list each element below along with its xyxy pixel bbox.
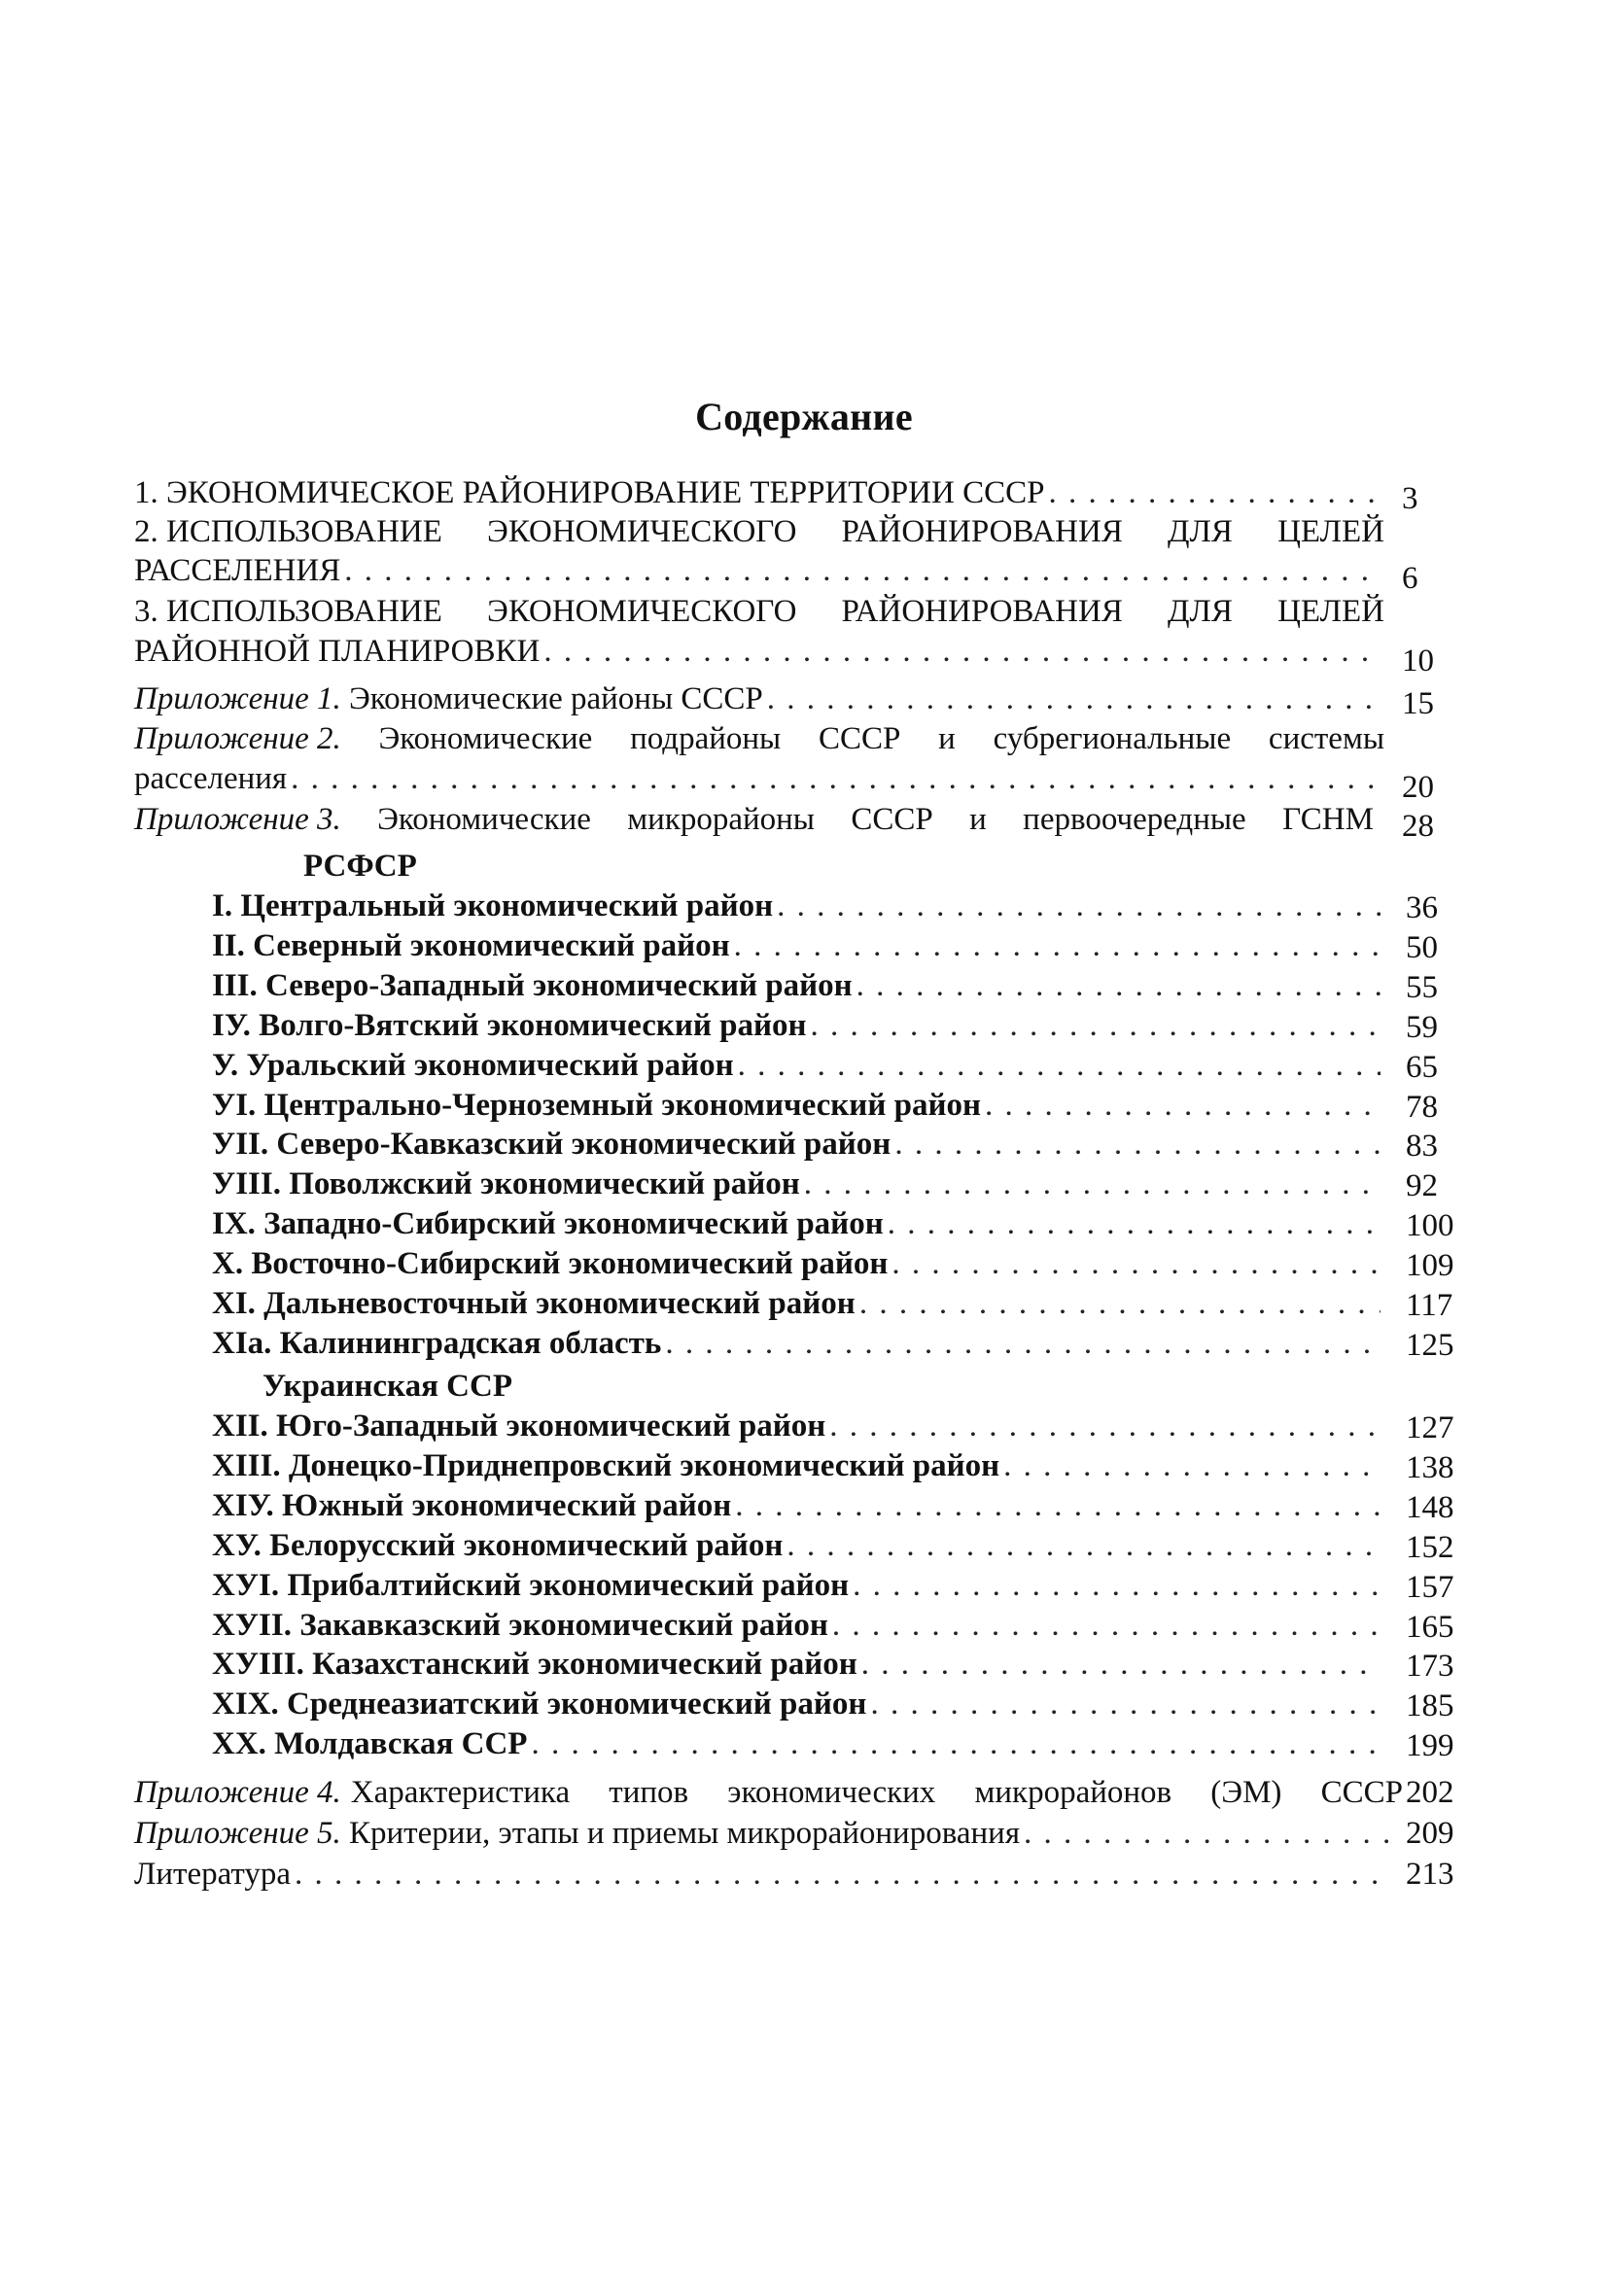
toc-word: 3. ИСПОЛЬЗОВАНИЕ [134, 594, 442, 629]
leader-dots [295, 1855, 1389, 1894]
appendix-label: Приложение 5. [134, 1816, 341, 1851]
leader-dots [1003, 1446, 1381, 1485]
toc-entry-page: 209 [1406, 1816, 1454, 1851]
toc-entry-text: XIII. Донецко-Приднепровский экономический район [212, 1447, 1000, 1483]
toc-entry[interactable] [212, 1086, 1384, 1125]
toc-entry[interactable] [212, 1486, 1384, 1525]
toc-entry[interactable] [212, 1645, 1384, 1684]
leader-dots [738, 1046, 1381, 1085]
toc-entry-appendix-4[interactable] [134, 1773, 1403, 1812]
toc-entry-page: 6 [1402, 561, 1418, 596]
toc-entry-page: 15 [1402, 686, 1434, 721]
toc-entry[interactable] [212, 1526, 1384, 1565]
toc-entry-text: расселения [134, 761, 288, 796]
toc-word: и [938, 721, 956, 756]
toc-word: микрорайоны [627, 802, 815, 837]
toc-word: РАЙОНИРОВАНИЯ [841, 594, 1123, 629]
leader-dots [543, 632, 1381, 671]
toc-word: ЦЕЛЕЙ [1277, 514, 1384, 549]
toc-entry-page: 83 [1406, 1129, 1438, 1165]
toc-entry-text: Критерии, этапы и приемы микрорайонирования [348, 1816, 1021, 1851]
leader-dots [777, 887, 1381, 925]
toc-entry-text: IX. Западно-Сибирский экономический район [212, 1206, 884, 1242]
toc-entry-text: XI. Дальневосточный экономический район [212, 1286, 856, 1321]
toc-word: первоочередные [1023, 802, 1246, 837]
toc-entry-literature[interactable] [134, 1855, 1393, 1894]
toc-entry-text: РАЙОННОЙ ПЛАНИРОВКИ [134, 634, 541, 669]
toc-entry-page: 125 [1406, 1327, 1454, 1363]
toc-word: ЭКОНОМИЧЕСКОГО [487, 514, 797, 549]
toc-entry-appendix-1[interactable] [134, 679, 1384, 718]
toc-entry-page: 36 [1406, 890, 1438, 925]
group-heading-rsfsr: РСФСР [303, 849, 417, 884]
toc-entry-text: X. Восточно-Сибирский экономический район [212, 1246, 889, 1282]
toc-entry-appendix-2-line2[interactable] [134, 759, 1384, 798]
leader-dots [291, 759, 1381, 798]
toc-entry-page: 59 [1406, 1009, 1438, 1045]
toc-entry[interactable] [212, 1324, 1384, 1363]
toc-entry-section-2-line1[interactable] [134, 512, 1384, 551]
toc-entry[interactable] [212, 1407, 1384, 1445]
toc-entry-appendix-3[interactable] [134, 800, 1374, 839]
toc-word: Экономические [377, 802, 591, 837]
toc-entry-page: 109 [1406, 1248, 1454, 1284]
leader-dots [894, 1125, 1381, 1164]
toc-entry-label [134, 679, 763, 718]
toc-word: системы [1268, 721, 1384, 756]
toc-entry[interactable] [212, 1284, 1384, 1323]
toc-entry-text: XУIII. Казахстанский экономический район [212, 1647, 857, 1683]
toc-word: Экономические [378, 721, 593, 756]
toc-entry-page: 202 [1406, 1775, 1454, 1810]
toc-entry-text: IУ. Волго-Вятский экономический район [212, 1007, 807, 1043]
leader-dots [888, 1204, 1381, 1243]
toc-entry[interactable] [212, 1125, 1384, 1164]
toc-word: ДЛЯ [1168, 514, 1233, 549]
appendix-label: Приложение 4. [134, 1775, 341, 1810]
toc-entry-section-3-line1[interactable] [134, 592, 1384, 631]
toc-entry-text: УIII. Поволжский экономический район [212, 1166, 800, 1202]
toc-entry-page: 65 [1406, 1049, 1438, 1085]
toc-entry-page: 152 [1406, 1529, 1454, 1565]
toc-entry[interactable] [212, 1606, 1384, 1645]
toc-entry-page: 3 [1402, 481, 1418, 516]
leader-dots [735, 1486, 1381, 1525]
toc-word: РАЙОНИРОВАНИЯ [841, 514, 1123, 549]
toc-entry-page: 127 [1406, 1410, 1454, 1445]
toc-entry-text: XIX. Среднеазиатский экономический район [212, 1687, 867, 1722]
leader-dots [734, 926, 1381, 965]
leader-dots [344, 551, 1381, 590]
toc-entry-text: II. Северный экономический район [212, 927, 730, 963]
toc-entry-page: 78 [1406, 1089, 1438, 1125]
toc-entry-page: 213 [1406, 1857, 1454, 1892]
group-heading-ukr: Украинская ССР [262, 1369, 512, 1404]
leader-dots [1024, 1814, 1389, 1853]
leader-dots [985, 1086, 1381, 1125]
leader-dots [811, 1006, 1381, 1045]
toc-entry-text: III. Северо-Западный экономический район [212, 967, 853, 1003]
toc-entry-page: 55 [1406, 969, 1438, 1005]
toc-entry-text: XУ. Белорусский экономический район [212, 1527, 784, 1563]
toc-entry-page: 20 [1402, 770, 1434, 805]
leader-dots [856, 966, 1381, 1005]
toc-word: ЦЕЛЕЙ [1277, 594, 1384, 629]
toc-entry-page: 100 [1406, 1208, 1454, 1244]
toc-entry-page: 185 [1406, 1688, 1454, 1724]
toc-word: 2. ИСПОЛЬЗОВАНИЕ [134, 514, 442, 549]
toc-entry-text: Литература [134, 1857, 292, 1892]
toc-entry-section-1[interactable] [134, 473, 1384, 512]
toc-entry[interactable] [212, 1204, 1384, 1243]
toc-entry-page: 165 [1406, 1609, 1454, 1645]
toc-word: ДЛЯ [1168, 594, 1233, 629]
toc-entry-text: XII. Юго-Западный экономический район [212, 1409, 826, 1444]
leader-dots [853, 1566, 1381, 1605]
leader-dots [861, 1645, 1381, 1684]
toc-entry[interactable] [212, 1685, 1384, 1723]
toc-entry-text: 1. ЭКОНОМИЧЕСКОЕ РАЙОНИРОВАНИЕ ТЕРРИТОРИИ СССР [134, 475, 1045, 510]
toc-word: и [969, 802, 987, 837]
toc-entry-page: 117 [1406, 1288, 1453, 1323]
toc-entry-appendix-5[interactable] [134, 1814, 1393, 1853]
toc-entry-text: Характеристика типов экономических микрорайонов (ЭМ) СССР [350, 1775, 1403, 1810]
toc-entry-text: УI. Центрально-Черноземный экономический район [212, 1087, 981, 1123]
toc-entry-page: 199 [1406, 1728, 1454, 1764]
toc-entry-text: Экономические районы СССР [348, 681, 763, 716]
toc-entry[interactable] [212, 1566, 1384, 1605]
toc-entry[interactable] [212, 1046, 1384, 1085]
toc-entry[interactable] [212, 1244, 1384, 1283]
appendix-label: Приложение 1. [134, 681, 341, 716]
toc-entry-page: 10 [1402, 644, 1434, 678]
toc-word: ГСНМ [1282, 802, 1374, 837]
toc-word: СССР [851, 802, 933, 837]
toc-entry-page: 148 [1406, 1489, 1454, 1525]
toc-entry-page: 173 [1406, 1649, 1454, 1685]
toc-entry-page: 138 [1406, 1449, 1454, 1485]
leader-dots [531, 1724, 1381, 1763]
toc-entry-text: У. Уральский экономический район [212, 1047, 734, 1083]
toc-entry[interactable] [212, 1006, 1384, 1045]
toc-entry-section-3-line2[interactable] [134, 632, 1384, 671]
toc-entry[interactable] [212, 1724, 1384, 1763]
appendix-label: Приложение 3. [134, 802, 341, 837]
toc-title: Содержание [695, 395, 913, 438]
toc-entry-text: УII. Северо-Кавказский экономический район [212, 1127, 891, 1163]
toc-entry-text: XУII. Закавказский экономический район [212, 1607, 828, 1643]
toc-entry-text: РАССЕЛЕНИЯ [134, 553, 341, 588]
toc-word: СССР [819, 721, 901, 756]
toc-word: ЭКОНОМИЧЕСКОГО [487, 594, 797, 629]
toc-entry-page: 50 [1406, 929, 1438, 965]
toc-entry-text: XУI. Прибалтийский экономический район [212, 1567, 850, 1603]
leader-dots [1048, 473, 1381, 512]
toc-entry-page: 28 [1402, 809, 1434, 844]
toc-entry[interactable] [212, 926, 1384, 965]
toc-entry-page: 92 [1406, 1168, 1438, 1204]
leader-dots [859, 1284, 1381, 1323]
toc-entry-text: I. Центральный экономический район [212, 888, 774, 923]
toc-entry-page: 157 [1406, 1569, 1454, 1605]
toc-entry-label [134, 1814, 1020, 1853]
toc-word: субрегиональные [993, 721, 1232, 756]
toc-entry[interactable] [212, 1446, 1384, 1485]
toc-entry-text: XIа. Калининградская область [212, 1325, 662, 1361]
leader-dots [870, 1685, 1381, 1723]
leader-dots [891, 1244, 1381, 1283]
toc-entry[interactable] [212, 966, 1384, 1005]
leader-dots [832, 1606, 1381, 1645]
leader-dots [767, 679, 1381, 718]
leader-dots [804, 1165, 1381, 1203]
appendix-label: Приложение 2. [134, 721, 341, 756]
toc-entry[interactable] [212, 1165, 1384, 1203]
leader-dots [665, 1324, 1381, 1363]
toc-entry-text: XIУ. Южный экономический район [212, 1487, 732, 1523]
toc-entry-section-2-line2[interactable] [134, 551, 1384, 590]
toc-entry[interactable] [212, 887, 1384, 925]
leader-dots [787, 1526, 1381, 1565]
toc-entry-appendix-2-line1[interactable] [134, 719, 1384, 758]
toc-word: подрайоны [630, 721, 782, 756]
toc-entry-text: XX. Молдавская ССР [212, 1726, 528, 1762]
leader-dots [829, 1407, 1381, 1445]
